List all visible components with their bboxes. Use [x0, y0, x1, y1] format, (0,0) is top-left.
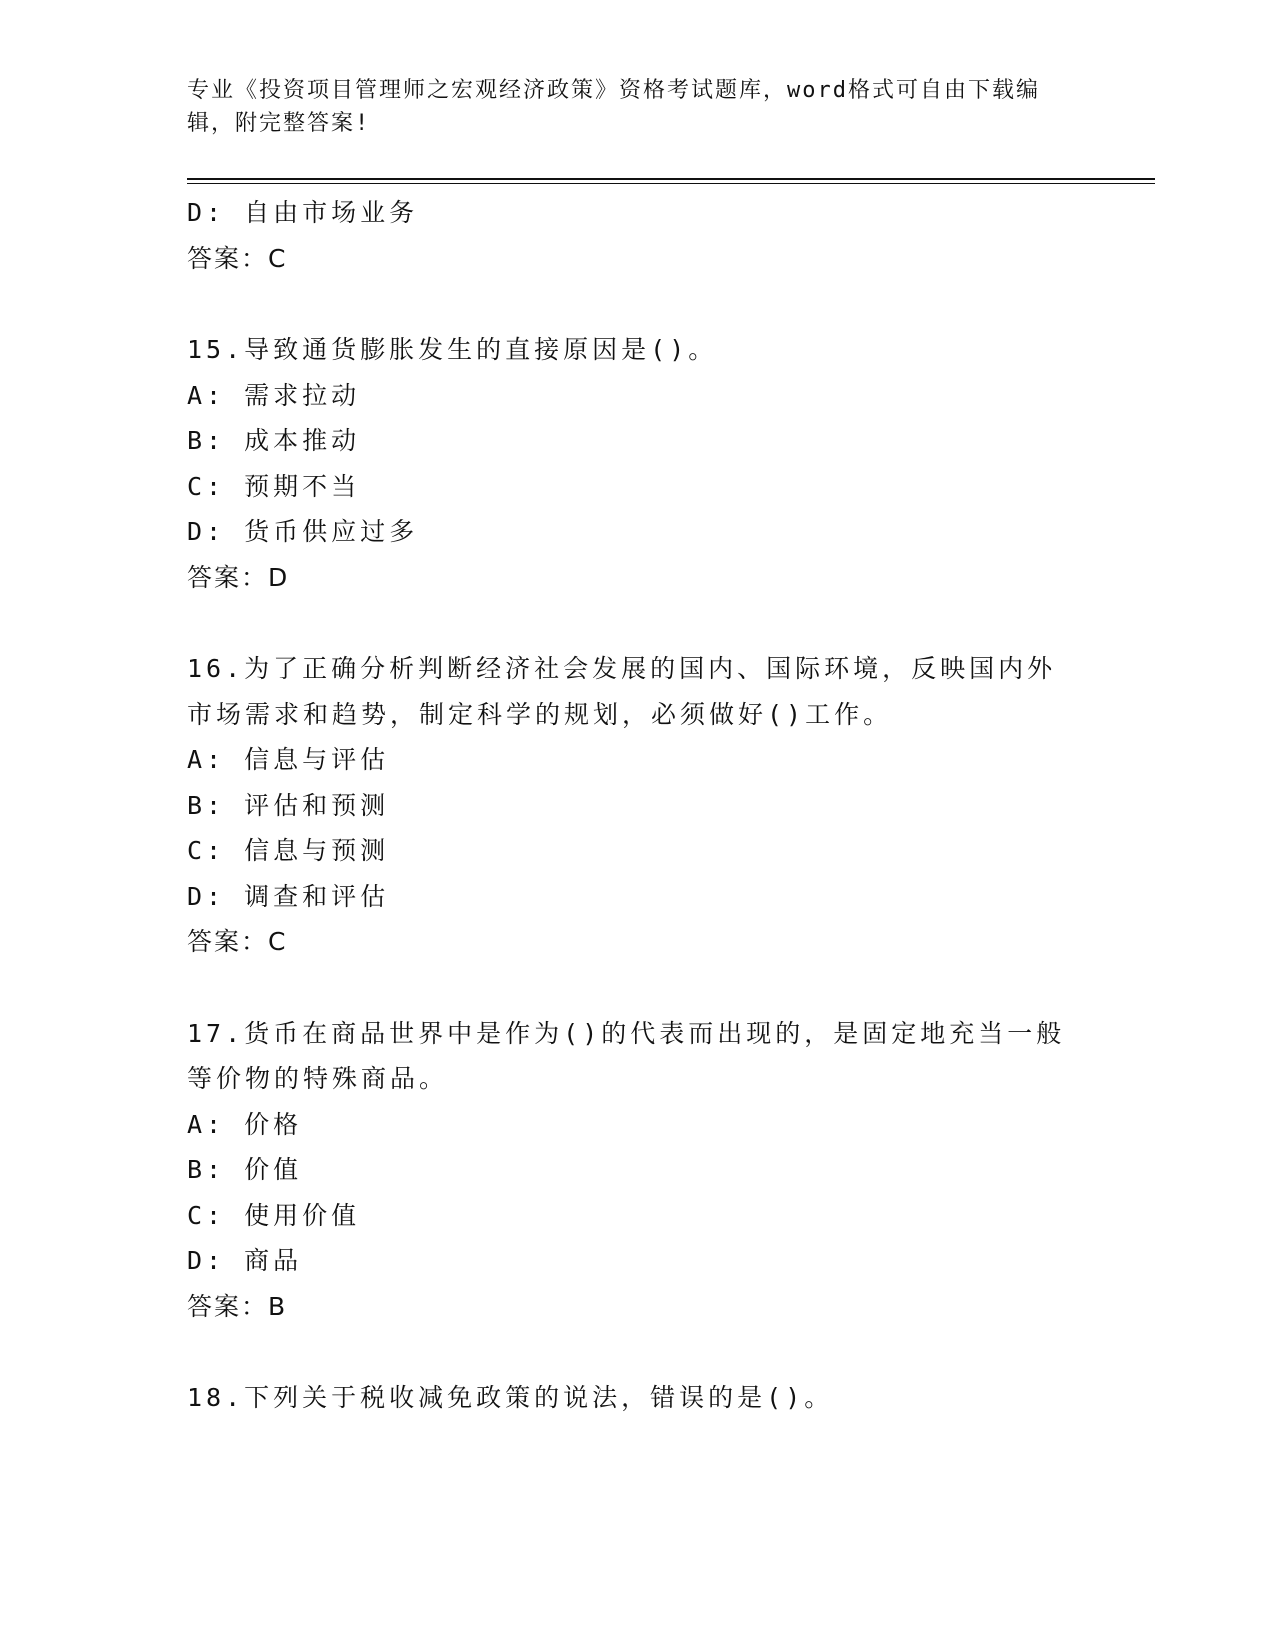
question-15-stem: 15.导致通货膨胀发生的直接原因是()。 [187, 335, 718, 364]
spacer [187, 1329, 1087, 1375]
question-17-option-d: D: 商品 [187, 1246, 303, 1275]
question-16-option-d: D: 调查和评估 [187, 881, 390, 911]
question-list [187, 190, 1087, 1421]
spacer [187, 965, 1087, 1011]
question-17-option-a: A: 价格 [187, 1109, 303, 1139]
header-divider-thick [187, 178, 1155, 180]
spacer [187, 600, 1087, 646]
option-d: D: 自由市场业务 [187, 198, 419, 227]
question-15-option-c: C: 预期不当 [187, 471, 361, 501]
answer-line: 答案：C [187, 243, 288, 273]
question-15-answer: 答案：D [187, 562, 290, 592]
question-16-option-c: C: 信息与预测 [187, 836, 390, 865]
question-15-option-a: A: 需求拉动 [187, 380, 361, 410]
header-divider-thin [187, 183, 1155, 184]
question-16-option-b: B: 评估和预测 [187, 790, 390, 820]
question-16-answer: 答案：C [187, 927, 288, 956]
question-15-option-d: D: 货币供应过多 [187, 517, 419, 546]
document-header: 专业《投资项目管理师之宏观经济政策》资格考试题库，word格式可自由下载编辑，附完整答案! [187, 78, 1040, 136]
question-17-option-c: C: 使用价值 [187, 1200, 361, 1230]
question-16-stem: 16.为了正确分析判断经济社会发展的国内、国际环境，反映国内外市场需求和趋势，制定科学的规划，必须做好()工作。 [187, 654, 1057, 729]
question-16-option-a: A: 信息与评估 [187, 745, 390, 774]
question-17-stem: 17.货币在商品世界中是作为()的代表而出现的，是固定地充当一般等价物的特殊商品。 [187, 1018, 1066, 1093]
spacer [187, 281, 1087, 327]
question-15-option-b: B: 成本推动 [187, 426, 361, 455]
question-17-option-b: B: 价值 [187, 1155, 303, 1184]
question-17-answer: 答案：B [187, 1291, 288, 1321]
question-18-stem: 18.下列关于税收减免政策的说法，错误的是()。 [187, 1383, 834, 1412]
